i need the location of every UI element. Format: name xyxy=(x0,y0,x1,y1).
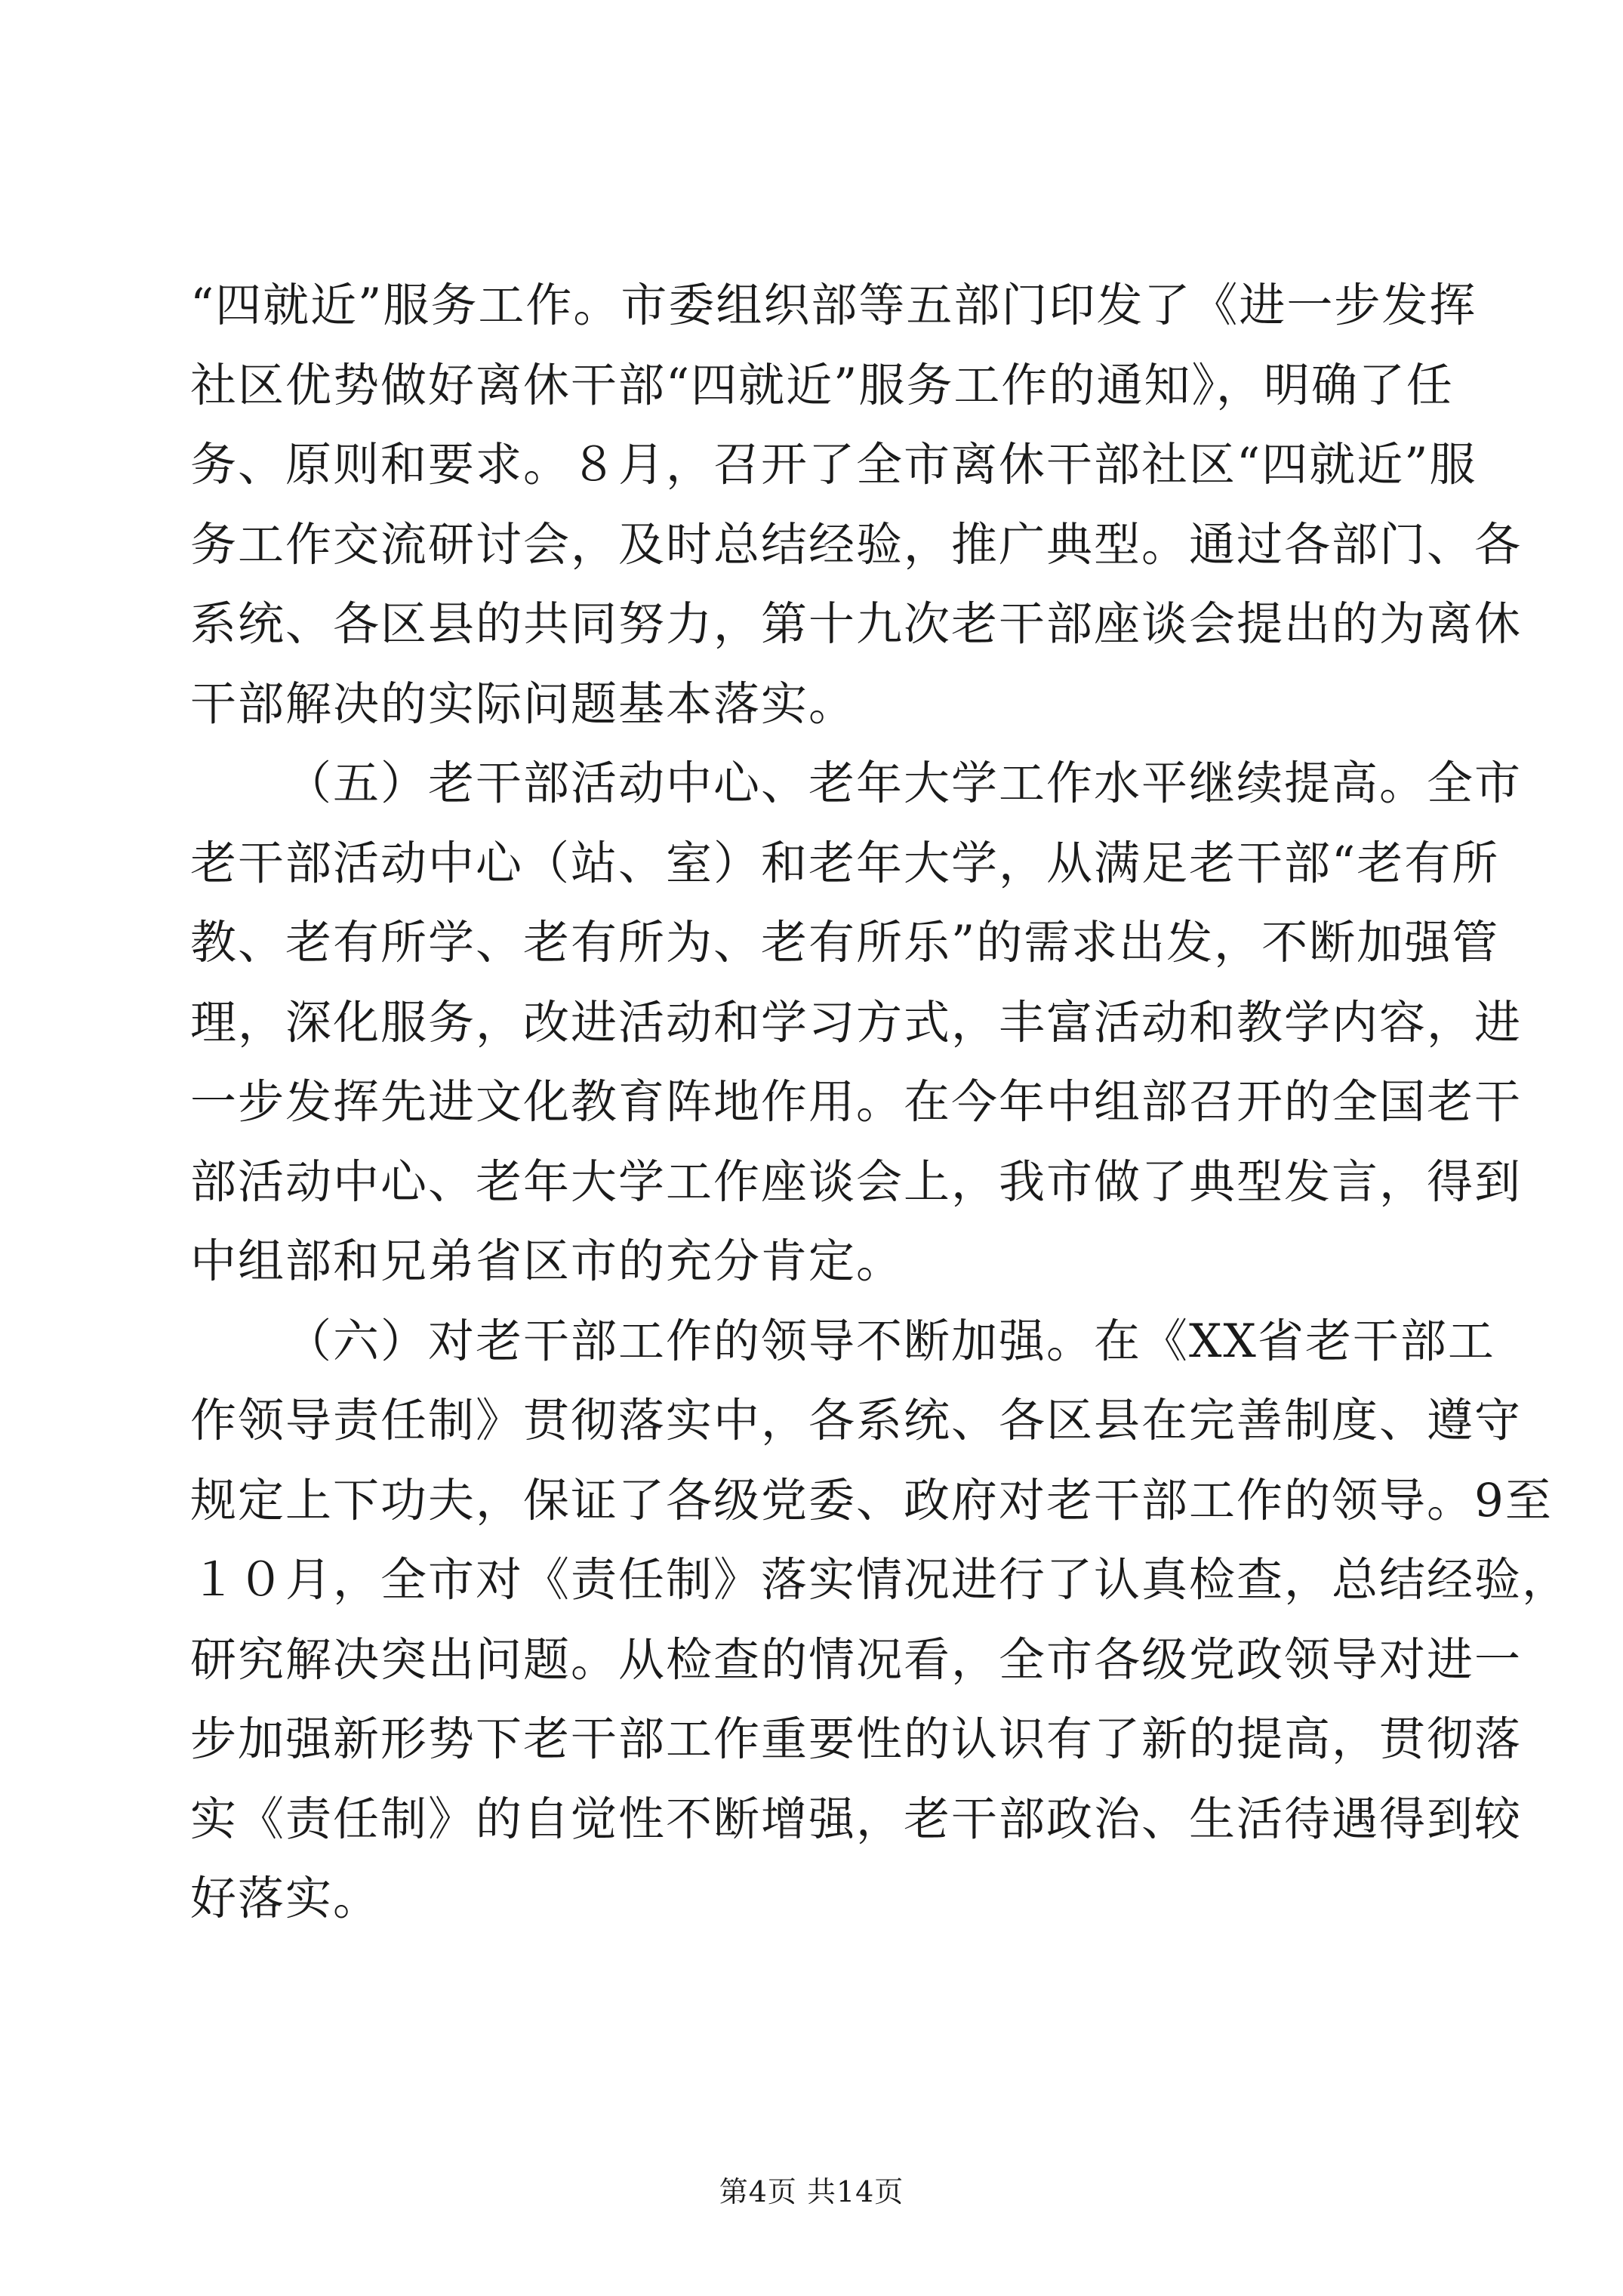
text-line: 中组部和兄弟省区市的充分肯定。 xyxy=(190,1234,904,1288)
body-text xyxy=(190,266,1570,1939)
text-line: 作领导责任制》贯彻落实中，各系统、各区县在完善制度、遵守 xyxy=(190,1394,1523,1447)
text-line: 老干部活动中心（站、室）和老年大学，从满足老干部“老有所 xyxy=(190,836,1500,890)
text-line: 干部解决的实际问题基本落实。 xyxy=(190,676,857,731)
text-line: 步加强新形势下老干部工作重要性的认识有了新的提高，贯彻落 xyxy=(190,1712,1523,1766)
text-line: 研究解决突出问题。从检查的情况看，全市各级党政领导对进一 xyxy=(190,1632,1523,1687)
text-line: １０月，全市对《责任制》落实情况进行了认真检查，总结经验， xyxy=(190,1553,1570,1607)
text-line: 部活动中心、老年大学工作座谈会上，我市做了典型发言，得到 xyxy=(190,1154,1523,1209)
text-line: “四就近”服务工作。市委组织部等五部门印发了《进一步发挥 xyxy=(190,279,1477,332)
text-line: 务、原则和要求。８月，召开了全市离休干部社区“四就近”服 xyxy=(190,438,1477,492)
text-line: 教、老有所学、老有所为、老有所乐”的需求出发，不断加强管 xyxy=(190,916,1500,969)
text-line: （五）老干部活动中心、老年大学工作水平继续提高。全市 xyxy=(285,757,1523,810)
text-line: 务工作交流研讨会，及时总结经验，推广典型。通过各部门、各 xyxy=(190,517,1523,572)
text-line: 一步发挥先进文化教育阵地作用。在今年中组部召开的全国老干 xyxy=(190,1075,1523,1129)
text-line: 好落实。 xyxy=(190,1872,381,1925)
text-line: 理，深化服务，改进活动和学习方式，丰富活动和教学内容，进 xyxy=(190,995,1523,1049)
text-line: 实《责任制》的自觉性不断增强，老干部政治、生活待遇得到较 xyxy=(190,1792,1523,1846)
text-line: （六）对老干部工作的领导不断加强。在《XX省老干部工 xyxy=(285,1314,1495,1368)
text-line: 规定上下功夫，保证了各级党委、政府对老干部工作的领导。9至 xyxy=(190,1473,1553,1527)
text-line: 系统、各区县的共同努力，第十九次老干部座谈会提出的为离休 xyxy=(190,597,1523,651)
page-footer: 第4页 共14页 xyxy=(719,2175,904,2208)
text-line: 社区优势做好离休干部“四就近”服务工作的通知》，明确了任 xyxy=(190,358,1454,412)
